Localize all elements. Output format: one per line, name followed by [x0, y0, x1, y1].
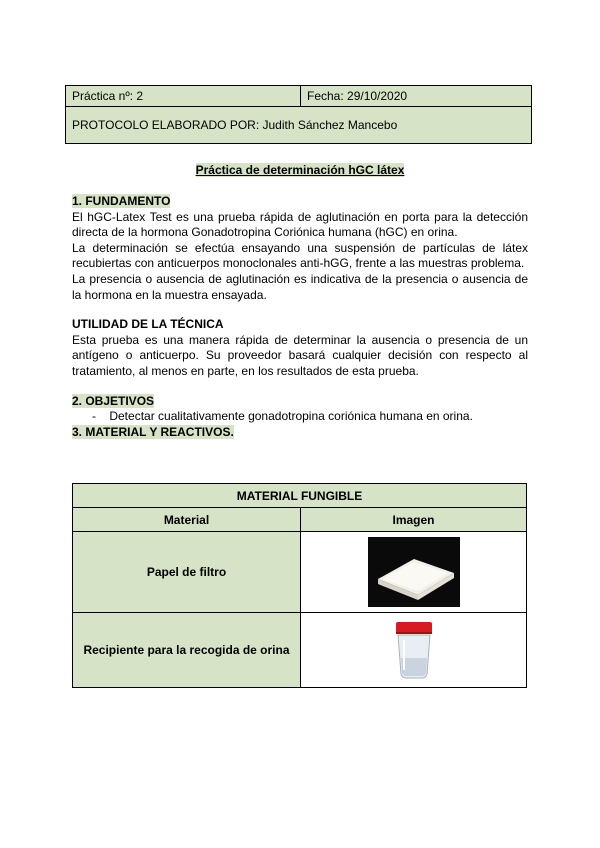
material-heading: 3. MATERIAL Y REACTIVOS.	[72, 424, 234, 439]
col-header-imagen: Imagen	[301, 508, 527, 532]
filter-paper-image	[368, 537, 460, 607]
document-title: Práctica de determinación hGC látex	[195, 163, 405, 177]
fundamento-paragraph-3: La presencia o ausencia de aglutinación es indicativa de la presencia o ausencia de la hormona en la muestra ensayada.	[72, 271, 528, 302]
protocolo-cell: PROTOCOLO ELABORADO POR: Judith Sánchez Mancebo	[66, 107, 532, 144]
fecha-cell: Fecha: 29/10/2020	[301, 86, 532, 107]
bullet-marker: -	[92, 409, 96, 424]
objetivos-item: - Detectar cualitativamente gonadotropina coriónica humana en orina.	[92, 409, 473, 424]
fundamento-heading: 1. FUNDAMENTO	[72, 194, 171, 208]
material-name: Papel de filtro	[73, 532, 301, 613]
practica-cell: Práctica nº: 2	[66, 86, 301, 107]
utilidad-paragraph: Esta prueba es una manera rápida de determinar la ausencia o presencia de un antígeno o anticuerpo. Su proveedor basará cualquier decisión con respecto al tratamiento, al menos en parte, en los resultados de esta prueba.	[72, 332, 528, 378]
col-header-material: Material	[73, 508, 301, 532]
table-row	[73, 532, 527, 613]
fundamento-paragraph-1: El hGC-Latex Test es una prueba rápida de aglutinación en porta para la detección directa de la hormona Gonadotropina Coriónica humana (hGC) en orina.	[72, 209, 528, 240]
material-name: Recipiente para la recogida de orina	[73, 613, 301, 688]
material-table-title: MATERIAL FUNGIBLE	[73, 484, 527, 508]
objetivos-heading: 2. OBJETIVOS	[72, 393, 155, 408]
header-table	[65, 85, 532, 144]
table-row	[73, 613, 527, 688]
document-body	[72, 194, 528, 440]
material-table	[72, 483, 527, 688]
fundamento-paragraph-2: La determinación se efectúa ensayando una suspensión de partículas de látex recubiertas con anticuerpos monoclonales anti-hGG, frente a las muestras problema.	[72, 240, 528, 271]
urine-container-image	[384, 618, 444, 682]
utilidad-heading: UTILIDAD DE LA TÉCNICA	[72, 317, 224, 332]
